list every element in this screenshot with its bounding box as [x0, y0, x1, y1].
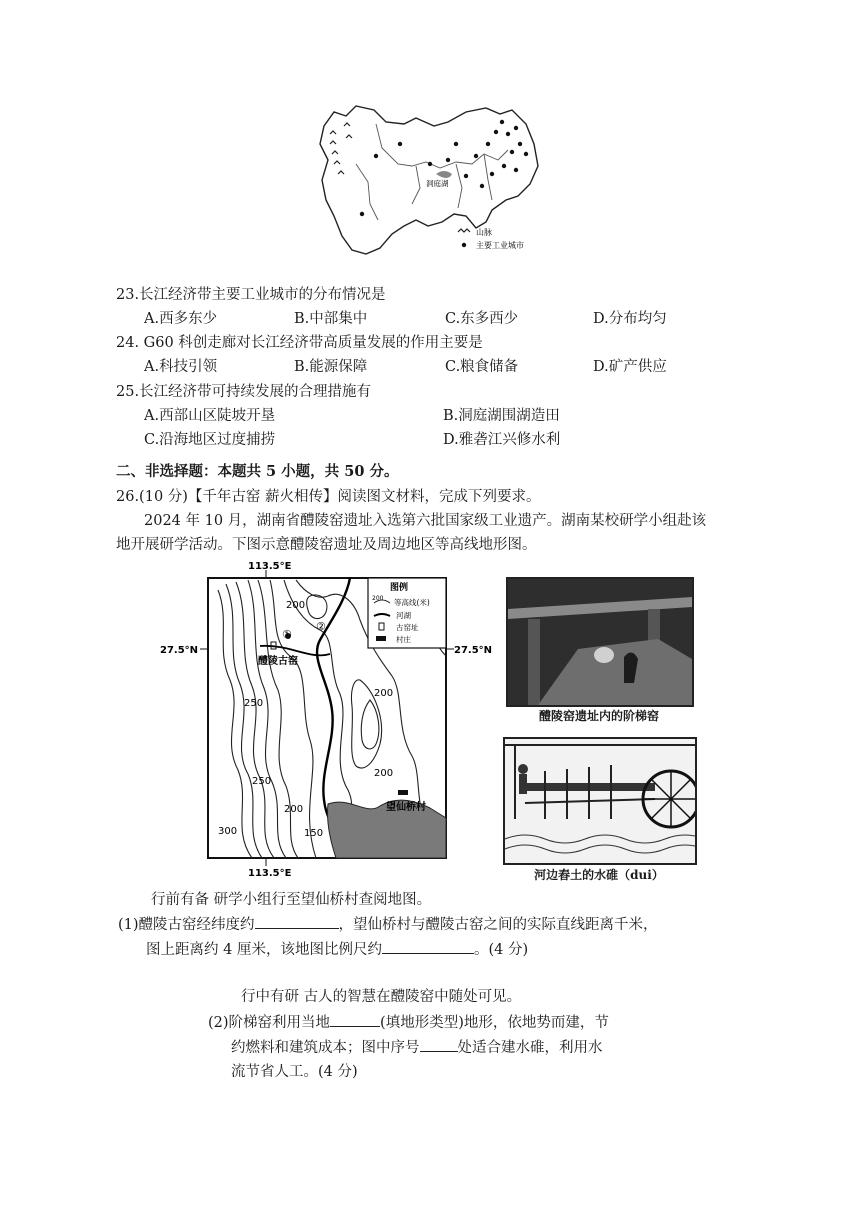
left-latitude: 27.5°N: [160, 645, 199, 656]
q23-option-d[interactable]: D.分布均匀: [593, 311, 667, 327]
river-main: [317, 578, 350, 830]
legend-kiln-label: 古窑址: [396, 623, 419, 632]
svg-text:250: 250: [244, 698, 264, 709]
q1-text-a: (1)醴陵古窑经纬度约: [118, 917, 255, 933]
stepped-kiln-illustration: [508, 579, 692, 705]
contour-map-svg: [160, 560, 494, 880]
right-latitude: 27.5°N: [454, 645, 493, 656]
legend-village-label: 村庄: [396, 635, 411, 644]
q23-stem: 23.长江经济带主要工业城市的分布情况是: [116, 287, 386, 303]
q25-option-a[interactable]: A.西部山区陡坡开垦: [144, 408, 276, 424]
q1-blank-coordinates[interactable]: [255, 914, 339, 929]
water-pestle-illustration: [505, 739, 695, 863]
q2-line2: [231, 1037, 603, 1058]
legend-river-label: 河湖: [396, 611, 411, 620]
q1-line2: [146, 939, 528, 960]
water-pestle-caption: 河边舂土的水碓（dui）: [534, 868, 664, 882]
marker-2: ②: [316, 620, 326, 633]
water-pestle-photo: [503, 737, 697, 865]
legend-village-icon: [376, 636, 386, 641]
q23-option-a[interactable]: A.西多东少: [144, 311, 218, 327]
svg-text:200: 200: [374, 768, 394, 779]
legend-city-label: 主要工业城市: [476, 241, 524, 250]
village-symbol: [398, 790, 408, 795]
top-longitude: 113.5°E: [248, 561, 292, 572]
q2-blank-site-number[interactable]: [420, 1037, 458, 1052]
yangtze-map-svg: [316, 104, 542, 260]
q2-text-b: (填地形类型)地形，依地势而建，节: [380, 1015, 609, 1031]
q1-blank-scale[interactable]: [382, 939, 474, 954]
q24-option-d[interactable]: D.矿产供应: [593, 359, 667, 375]
q1-line1: [118, 914, 658, 935]
svg-text:200: 200: [284, 804, 304, 815]
village-label: 望仙桥村: [386, 802, 426, 813]
svg-text:200: 200: [374, 688, 394, 699]
mountain-symbols: [330, 123, 352, 174]
stepped-kiln-photo: [506, 577, 694, 707]
q2-text-c: 约燃料和建筑成本；图中序号: [231, 1040, 420, 1056]
lake-label: 洞庭湖: [426, 179, 449, 188]
q25-option-b[interactable]: B.洞庭湖围湖造田: [443, 408, 560, 424]
q26-paragraph: 2024 年 10 月，湖南省醴陵窑遗址入选第六批国家级工业遗产。湖南某校研学小组赴该: [144, 513, 707, 529]
mountain-legend-icon: [458, 229, 470, 232]
legend-title: 图例: [390, 583, 409, 593]
q25-option-d[interactable]: D.雅砻江兴修水利: [443, 432, 561, 448]
prep-line: [151, 890, 431, 910]
q24-option-a[interactable]: A.科技引领: [144, 359, 218, 375]
svg-text:200: 200: [286, 600, 306, 611]
q26-paragraph-cont: 地开展研学活动。下图示意醴陵窑遗址及周边地区等高线地形图。: [116, 537, 537, 553]
legend-mountain-label: 山脉: [476, 228, 492, 237]
marker-1: ①: [282, 628, 292, 641]
section-heading: 二、非选择题：本题共 5 小题，共 50 分。: [116, 463, 399, 480]
q2-text-a: (2)阶梯窑利用当地: [208, 1015, 331, 1031]
q25-stem: 25.长江经济带可持续发展的合理措施有: [116, 384, 372, 400]
legend-contour-label: 等高线(米): [394, 598, 430, 607]
q2-line1: [208, 1012, 609, 1033]
q23-option-c[interactable]: C.东多西少: [445, 311, 519, 327]
mid-text: 古人的智慧在醴陵窑中随处可见。: [303, 989, 522, 1005]
q1-text-b: ，望仙桥村与醴陵古窑之间的实际直线距离千米，: [338, 917, 658, 933]
q2-line3: 流节省人工。(4 分): [231, 1064, 358, 1080]
yangtze-belt-map: [316, 104, 542, 260]
prep-text: 研学小组行至望仙桥村查阅地图。: [213, 892, 432, 908]
svg-text:250: 250: [252, 776, 272, 787]
map1-legend: [458, 227, 524, 250]
q23-option-b[interactable]: B.中部集中: [294, 311, 368, 327]
q1-text-d: 。(4 分): [473, 942, 529, 958]
q1-text-c: 图上距离约 4 厘米，该地图比例尺约: [146, 942, 382, 958]
q2-blank-landform[interactable]: [330, 1012, 380, 1027]
city-legend-icon: [462, 243, 466, 247]
kiln-label: 醴陵古窑: [258, 656, 298, 667]
bottom-longitude: 113.5°E: [248, 868, 292, 879]
q26-stem: 26.(10 分)【千年古窑 薪火相传】阅读图文材料，完成下列要求。: [116, 489, 541, 505]
contour-map: [160, 560, 494, 880]
stepped-kiln-caption: 醴陵窑遗址内的阶梯窑: [538, 709, 659, 723]
q2-text-d: 处适合建水碓，利用水: [457, 1040, 603, 1056]
legend-contour-value: 200: [372, 595, 384, 602]
mid-heading: 行中有研: [241, 989, 299, 1005]
dongting-lake-shape: [436, 171, 452, 178]
q24-stem: 24. G60 科创走廊对长江经济带高质量发展的作用主要是: [116, 335, 483, 351]
q25-option-c[interactable]: C.沿海地区过度捕捞: [144, 432, 276, 448]
mid-line: [241, 987, 521, 1007]
prep-heading: 行前有备: [151, 892, 209, 908]
q24-option-b[interactable]: B.能源保障: [294, 359, 368, 375]
q24-option-c[interactable]: C.粮食储备: [445, 359, 519, 375]
svg-text:300: 300: [218, 826, 238, 837]
svg-text:150: 150: [304, 828, 324, 839]
